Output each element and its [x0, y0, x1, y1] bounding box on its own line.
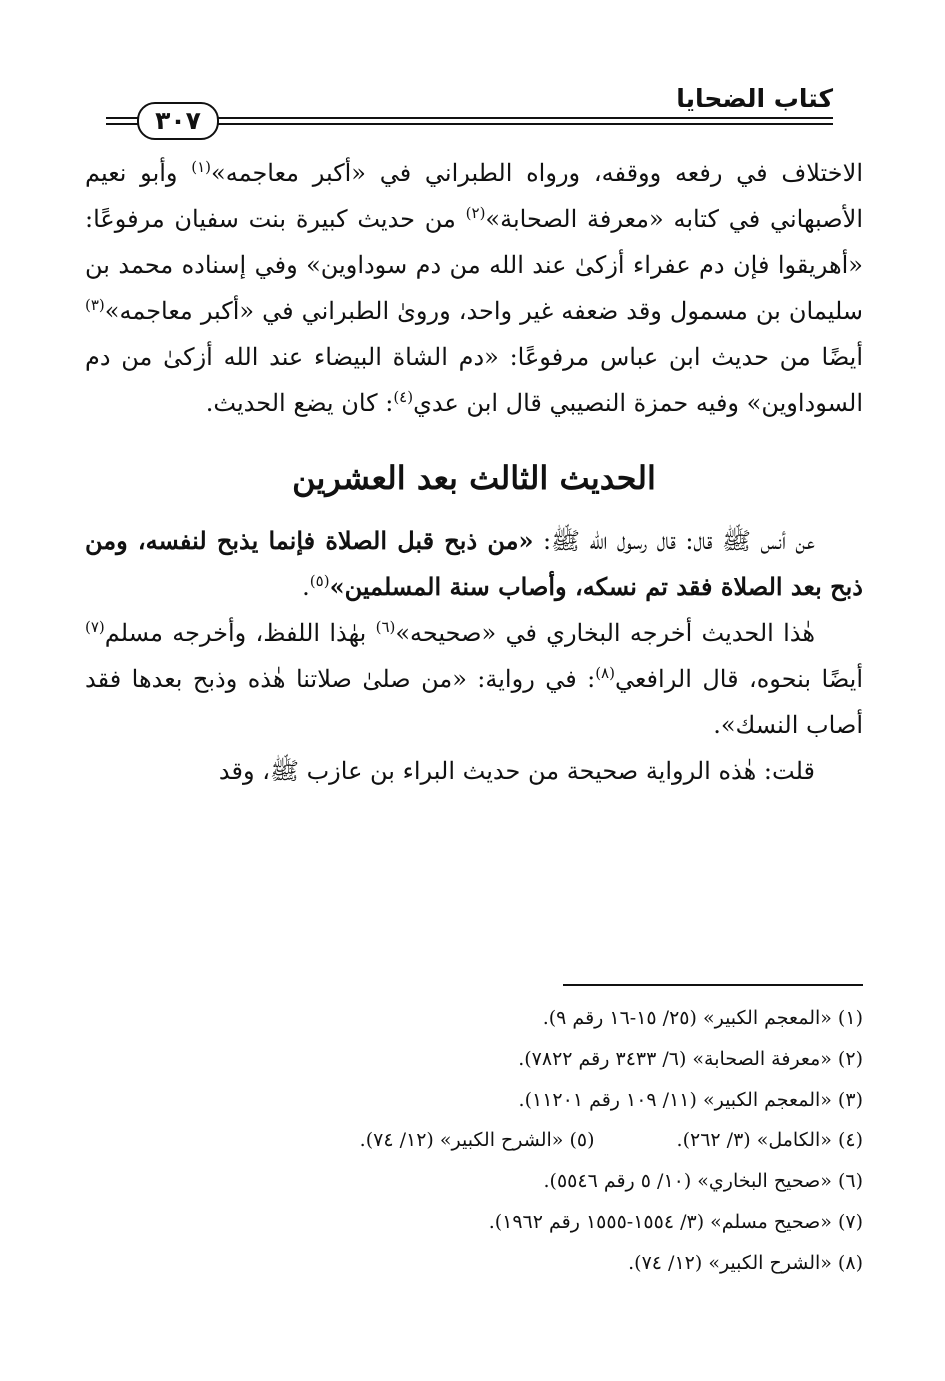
- footnote-ref-7: (٧): [85, 618, 105, 636]
- paragraph-1-text-5: : كان يضع الحديث.: [205, 389, 394, 417]
- footnote-ref-6: (٦): [375, 618, 396, 636]
- paragraph-4-text-1: قلت: هٰذه الرواية صحيحة من حديث البراء بن عازب ﷺ، وقد: [218, 757, 815, 785]
- footnotes: [163, 998, 863, 1284]
- paragraph-4: [85, 748, 863, 794]
- footnote-6: (٦) «صحيح البخاري» (١٠/ ٥ رقم ٥٥٤٦).: [543, 1170, 863, 1193]
- paragraph-3-text-1: هٰذا الحديث أخرجه البخاري في «صحيحه»: [395, 619, 815, 647]
- paragraph-2-text-1: عن أنس ﷺ قال: قال رسول الله ﷺ:: [533, 527, 815, 555]
- page-number-badge: ٣٠٧: [137, 102, 219, 140]
- footnote-2: (٢) «معرفة الصحابة» (٦/ ٣٤٣٣ رقم ٧٨٢٢).: [518, 1047, 863, 1070]
- paragraph-1-text-1: الاختلاف في رفعه ووقفه، ورواه الطبراني في «أكبر معاجمه»: [211, 159, 863, 187]
- section-heading: الحديث الثالث بعد العشرين: [292, 459, 656, 497]
- paragraph-1-text-3: من حديث كبيرة بنت سفيان مرفوعًا: «أهريقوا فإن دم عفراء أزكىٰ عند الله من دم سوداوين» وفي إسناده محمد بن سليمان بن مسمول وقد ضعفه غير واحد، وروىٰ الطبراني في «أكبر معاجمه»: [85, 205, 863, 325]
- footnote-separator: [563, 984, 863, 986]
- footnote-4-5-row: [163, 1120, 863, 1161]
- main-text: [85, 150, 863, 794]
- footnote-ref-3: (٣): [85, 296, 105, 314]
- footnote-1: (١) «المعجم الكبير» (٢٥/ ١٥-١٦ رقم ٩).: [542, 1007, 863, 1029]
- footnote-ref-8: (٨): [595, 664, 615, 682]
- footnote-8: (٨) «الشرح الكبير» (١٢/ ٧٤).: [628, 1251, 863, 1274]
- footnote-5: (٥) «الشرح الكبير» (١٢/ ٧٤).: [359, 1129, 595, 1152]
- paragraph-1: [85, 150, 863, 426]
- footnote-ref-1: (١): [191, 158, 212, 176]
- paragraph-3: [85, 610, 863, 748]
- footnote-ref-4: (٤): [393, 388, 414, 406]
- footnote-7: (٧) «صحيح مسلم» (٣/ ١٥٥٤-١٥٥٥ رقم ١٩٦٢).: [488, 1210, 863, 1233]
- paragraph-3-text-2: بهٰذا اللفظ، وأخرجه مسلم: [104, 619, 376, 647]
- paragraph-3-text-4: : في رواية: «من صلىٰ صلاتنا هٰذه وذبح بعدها فقد أصاب النسك».: [85, 665, 863, 739]
- paragraph-2: [85, 518, 863, 610]
- running-header-title: كتاب الضحايا: [676, 84, 833, 113]
- hadith-quote: «من ذبح قبل الصلاة فإنما يذبح لنفسه، ومن ذبح بعد الصلاة فقد تم نسكه، وأصاب سنة المسلمين»: [85, 526, 863, 601]
- paragraph-1-text-2: وأبو نعيم الأصبهاني في كتابه «معرفة الصحابة»: [85, 159, 863, 233]
- paragraph-1-text-4: أيضًا من حديث ابن عباس مرفوعًا: «دم الشاة البيضاء عند الله أزكىٰ من دم السوداوين» وفيه حمزة النصيبي قال ابن عدي: [85, 343, 864, 417]
- footnote-ref-5: (٥): [309, 572, 330, 590]
- paragraph-2-text-2: .: [302, 573, 310, 601]
- footnote-4: (٤) «الكامل» (٣/ ٢٦٢).: [676, 1129, 863, 1152]
- footnote-ref-2: (٢): [465, 204, 486, 222]
- paragraph-3-text-3: أيضًا بنحوه، قال الرافعي: [614, 665, 863, 693]
- footnote-3: (٣) «المعجم الكبير» (١١/ ١٠٩ رقم ١١٢٠١).: [518, 1088, 863, 1111]
